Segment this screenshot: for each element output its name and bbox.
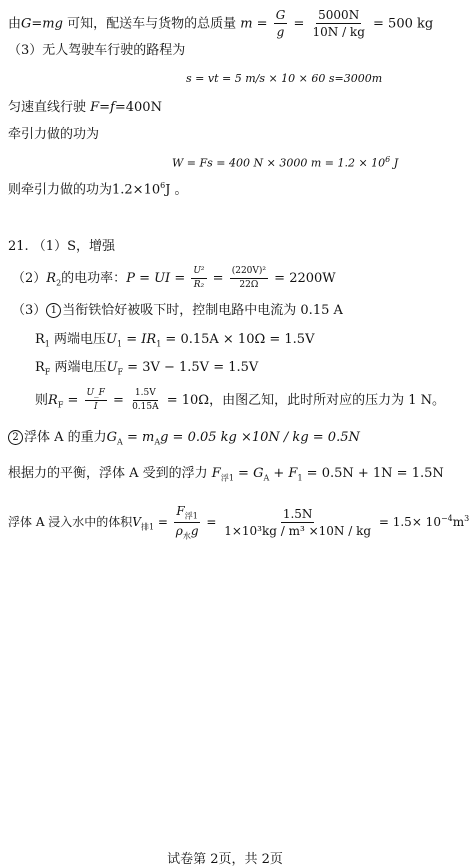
work-heading: 牵引力做的功为	[8, 127, 100, 142]
work-conclusion: 则牵引力做的功为$1.2\times 10^6J$ 。	[8, 181, 188, 198]
power-line: $(2)R_2$的电功率：P = UI = $\frac{\text{U²}}{\text{R₂}}$ = $\frac{\text{(220V)²}}{22\Omega}$ = 2200W	[12, 266, 336, 290]
gravity-line: 2 浮体 A 的重力$G_A = m_Ag = 0.05$ kg ×10N / kg = 0.5N	[8, 430, 360, 447]
circled-number: 1	[46, 303, 61, 318]
r1-voltage-line: $R_1$ 两端电压$U_1 = IR_1 = 0.15A \times 10\Omega = 1.5V$	[35, 332, 315, 349]
current-line: （3） 1 当衔铁恰好被吸下时，控制电路中电流为 0.15 A	[12, 303, 343, 318]
fraction: $\frac{5000N}{10N / kg}$	[312, 8, 365, 40]
page-footer: 试卷第 2页，共 2页	[167, 852, 283, 867]
text: =	[252, 16, 272, 32]
rf-resistance-line: 则$R_F$ = $\frac{U\_F}{I}$ = $\frac{1.5V}{0.15A}$ = 10Ω，由图乙知，此时所对应的压力为 1 N。	[35, 388, 445, 412]
q3-heading: （3）无人驾驶车行驶的路程为	[8, 43, 186, 58]
force-line: 匀速直线行驶 F=f=400N	[8, 100, 162, 115]
rf-voltage-line: $R_F$ 两端电压$U_F = 3V - 1.5V = 1.5V$	[35, 360, 259, 377]
text: 由	[8, 16, 22, 32]
fraction: $\frac{G}{g}$	[275, 8, 286, 40]
var: m	[240, 16, 253, 32]
text: =	[289, 16, 309, 32]
volume-line: 浮体 A 浸入水中的体积$V_{排1}$ = $\frac{F_{浮1}}{\rho_水g}$ = $\frac{1.5N}{\text{1×10³kg / m³ ×10N / kg}}$ = $1.5\times 10^{-4}m^3$	[8, 504, 469, 541]
buoyancy-line: 根据力的平衡，浮体 A 受到的浮力 $F_{浮1} = G_A + F_1 = 0.5N + 1N = 1.5N$	[8, 466, 444, 483]
formula: G=mg	[21, 16, 63, 32]
q21-heading: 21. （1）S，增强	[8, 239, 115, 254]
text: 可知，配送车与货物的总质量	[62, 16, 241, 32]
work-formula: W = Fs = 400 N × 3000 $m = 1.2 \times 10^6$ J	[172, 155, 399, 170]
circled-number: 2	[8, 430, 23, 445]
mass-calc-line	[8, 8, 433, 40]
distance-formula: s = vt = 5 m/s × 10 × 60 s=3000m	[186, 72, 383, 85]
text: = 500 kg	[368, 16, 434, 32]
